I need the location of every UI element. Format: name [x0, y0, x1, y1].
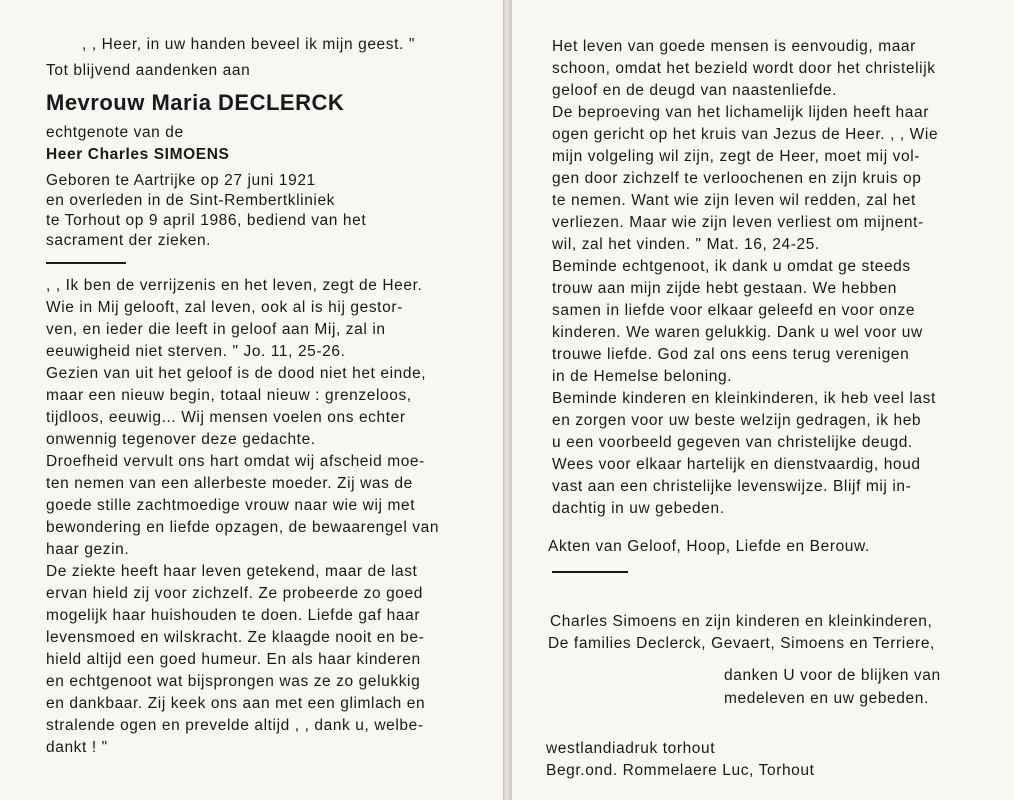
- text-line: vast aan een christelijke levenswijze. Blijf mij in-: [552, 478, 912, 495]
- text-line: Droefheid vervult ons hart omdat wij afscheid moe-: [46, 453, 425, 470]
- right-page: [511, 0, 1014, 800]
- text-line: stralende ogen en prevelde altijd , , dank u, welbe-: [46, 717, 424, 734]
- text-line: levensmoed en wilskracht. Ze klaagde nooit en be-: [46, 629, 425, 646]
- text-line: in de Hemelse beloning.: [552, 368, 733, 385]
- deceased-name: Mevrouw Maria DECLERCK: [46, 90, 345, 115]
- printer-line: westlandiadruk torhout: [546, 740, 716, 757]
- bio-line: sacrament der zieken.: [46, 232, 212, 249]
- text-line: ten nemen van een allerbeste moeder. Zij was de: [46, 475, 413, 492]
- text-line: De beproeving van het lichamelijk lijden heeft haar: [552, 104, 929, 121]
- text-line: en echtgenoot wat bijsprongen was ze zo gelukkig: [46, 673, 421, 690]
- text-line: samen in liefde voor elkaar geleefd en voor onze: [552, 302, 916, 319]
- text-line: maar een nieuw begin, totaal nieuw : grenzeloos,: [46, 387, 412, 404]
- divider: [552, 571, 628, 573]
- thanks-line: medeleven en uw gebeden.: [724, 690, 929, 707]
- text-line: Gezien van uit het geloof is de dood niet het einde,: [46, 365, 427, 382]
- text-line: hield altijd een goed humeur. En als haar kinderen: [46, 651, 421, 668]
- bio-line: te Torhout op 9 april 1986, bediend van het: [46, 212, 367, 229]
- text-line: trouw aan mijn zijde hebt gestaan. We hebben: [552, 280, 897, 297]
- text-line: dachtig in uw gebeden.: [552, 500, 725, 517]
- left-page: [0, 0, 503, 800]
- spouse-name: Heer Charles SIMOENS: [46, 146, 230, 163]
- memory-line: Tot blijvend aandenken aan: [46, 62, 251, 79]
- text-line: onwennig tegenover deze gedachte.: [46, 431, 316, 448]
- divider: [46, 262, 126, 264]
- text-line: en zorgen voor uw beste welzijn gedragen, ik heb: [552, 412, 922, 429]
- text-line: tijdloos, eeuwig... Wij mensen voelen ons echter: [46, 409, 406, 426]
- text-line: ven, en ieder die leeft in geloof aan Mij, zal in: [46, 321, 386, 338]
- bio-line: en overleden in de Sint-Rembertkliniek: [46, 192, 336, 209]
- text-line: De ziekte heeft haar leven getekend, maar de last: [46, 563, 418, 580]
- family-line: De families Declerck, Gevaert, Simoens en Terriere,: [548, 635, 935, 652]
- text-line: eeuwigheid niet sterven. " Jo. 11, 25-26.: [46, 343, 346, 360]
- thanks-line: danken U voor de blijken van: [724, 667, 941, 684]
- text-line: , , Ik ben de verrijzenis en het leven, zegt de Heer.: [46, 277, 423, 294]
- opening-quote: , , Heer, in uw handen beveel ik mijn geest. ": [82, 36, 415, 53]
- text-line: Wees voor elkaar hartelijk en dienstvaardig, houd: [552, 456, 921, 473]
- text-line: dankt ! ": [46, 739, 108, 756]
- text-line: goede stille zachtmoedige vrouw naar wie wij met: [46, 497, 416, 514]
- text-line: verliezen. Maar wie zijn leven verliest om mijnent-: [552, 214, 924, 231]
- text-line: u een voorbeeld gegeven van christelijke deugd.: [552, 434, 913, 451]
- text-line: ervan hield zij voor zichzelf. Ze probeerde zo goed: [46, 585, 423, 602]
- text-line: gen door zichzelf te verloochenen en zijn kruis op: [552, 170, 922, 187]
- text-line: mogelijk haar huishouden te doen. Liefde gaf haar: [46, 607, 421, 624]
- acts-line: Akten van Geloof, Hoop, Liefde en Berouw.: [548, 538, 870, 555]
- text-line: haar gezin.: [46, 541, 130, 558]
- text-line: te nemen. Want wie zijn leven wil redden, zal het: [552, 192, 916, 209]
- text-line: Beminde echtgenoot, ik dank u omdat ge steeds: [552, 258, 911, 275]
- text-line: bewondering en liefde opzagen, de bewaarengel van: [46, 519, 440, 536]
- text-line: en dankbaar. Zij keek ons aan met een glimlach en: [46, 695, 426, 712]
- text-line: schoon, omdat het bezield wordt door het christelijk: [552, 60, 936, 77]
- text-line: geloof en de deugd van naastenliefde.: [552, 82, 838, 99]
- text-line: wil, zal het vinden. " Mat. 16, 24-25.: [552, 236, 820, 253]
- text-line: trouwe liefde. God zal ons eens terug verenigen: [552, 346, 910, 363]
- text-line: mijn volgeling wil zijn, zegt de Heer, moet mij vol-: [552, 148, 921, 165]
- family-line: Charles Simoens en zijn kinderen en kleinkinderen,: [550, 613, 933, 630]
- text-line: ogen gericht op het kruis van Jezus de Heer. , , Wie: [552, 126, 939, 143]
- text-line: kinderen. We waren gelukkig. Dank u wel voor uw: [552, 324, 923, 341]
- bio-line: Geboren te Aartrijke op 27 juni 1921: [46, 172, 316, 189]
- text-line: Beminde kinderen en kleinkinderen, ik heb veel last: [552, 390, 936, 407]
- text-line: Het leven van goede mensen is eenvoudig, maar: [552, 38, 916, 55]
- page-fold: [503, 0, 511, 800]
- text-line: Wie in Mij gelooft, zal leven, ook al is hij gestor-: [46, 299, 403, 316]
- undertaker-line: Begr.ond. Rommelaere Luc, Torhout: [546, 762, 815, 779]
- spouse-intro: echtgenote van de: [46, 124, 184, 141]
